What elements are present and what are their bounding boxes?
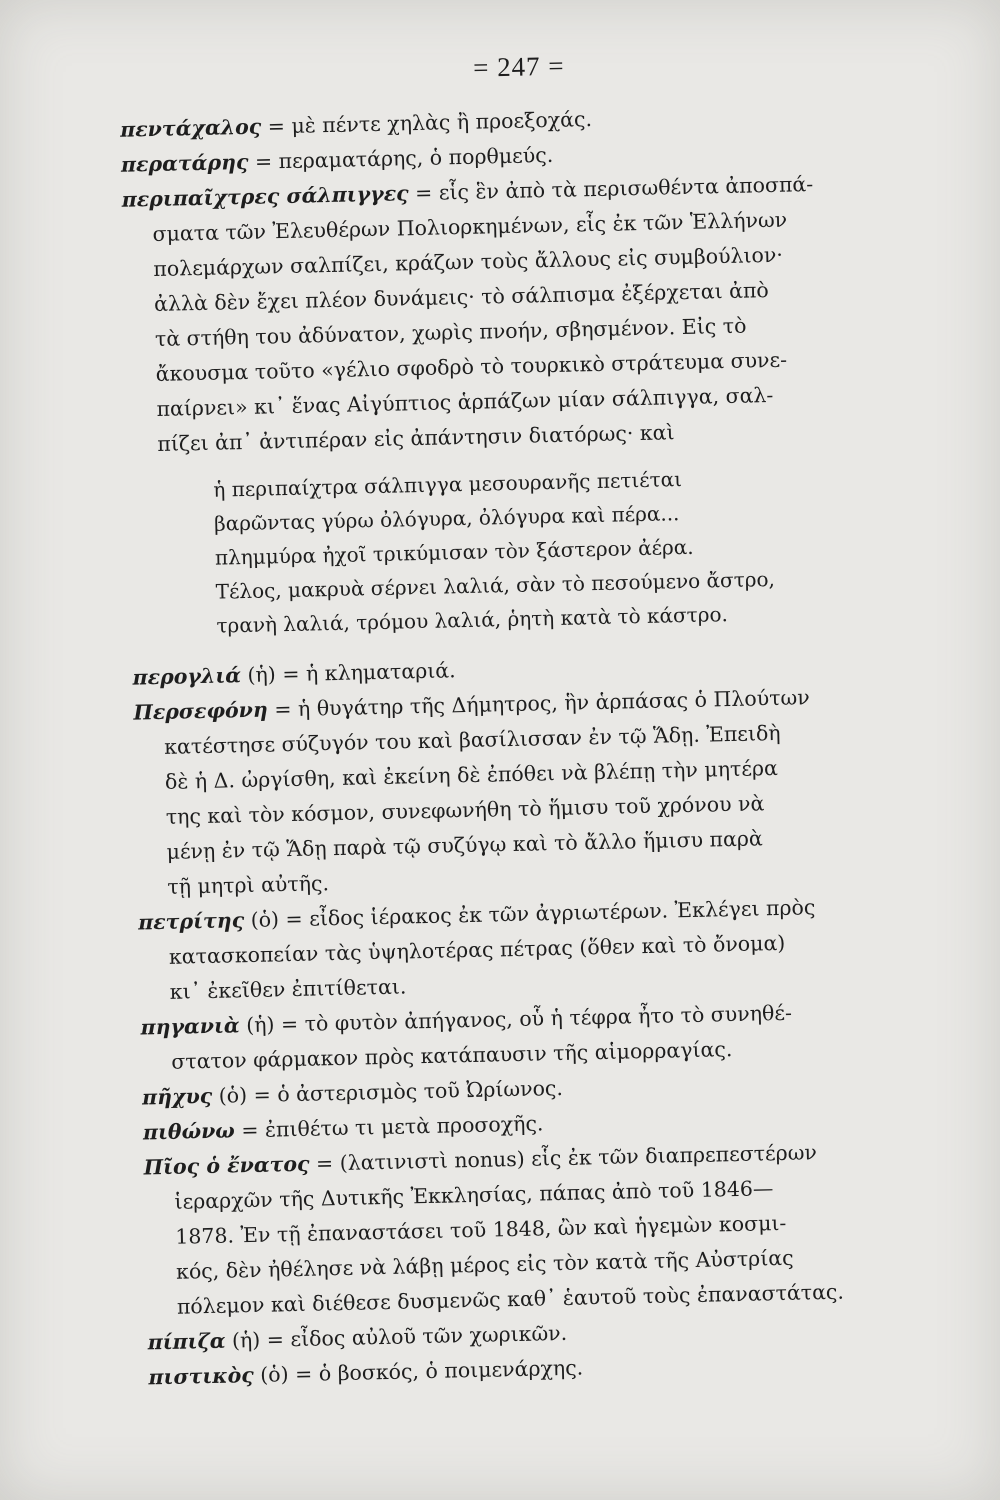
entry-line — [157, 417, 675, 459]
verse-text: πλημμύρα ἠχοῖ τρικύμισαν τὸν ξάστερον ἀέρα. — [214, 534, 694, 570]
definition-text: τὰ στήθη του ἀδύνατον, χωρὶς πνοήν, σβησμένον. Εἰς τὸ — [154, 313, 747, 351]
definition-text: (ἡ) = τὸ φυτὸν ἀπήγανος, οὗ ἡ τέφρα ἦτο τὸ συνηθέ- — [239, 1000, 793, 1038]
headword: περατάρης — [120, 149, 249, 177]
headword: πιστικὸς — [148, 1363, 255, 1390]
entry-line — [171, 1034, 733, 1077]
verse-line — [213, 464, 682, 505]
definition-text: παίρνει» κι᾽ ἕνας Αἰγύπτιος ἁρπάζων μίαν σάλπιγγα, σαλ- — [156, 382, 774, 421]
verse-line — [214, 498, 680, 539]
entry-line — [143, 1108, 544, 1147]
headword: πιθώνω — [142, 1118, 236, 1145]
definition-text: ἱεραρχῶν τῆς Δυτικῆς Ἐκκλησίας, πάπας ἀπὸ τοῦ 1846— — [174, 1176, 774, 1214]
definition-text: (ἡ) = ἡ κληματαριά. — [240, 658, 456, 688]
headword: πετρίτης — [137, 908, 245, 935]
entry-line — [132, 655, 456, 692]
definition-text: = ἐπιθέτω τι μετὰ προσοχῆς. — [234, 1111, 544, 1143]
verse-line — [216, 599, 728, 641]
headword: περιπαῖχτρες σάλπιγγες — [121, 181, 409, 212]
entry-line — [120, 104, 592, 145]
definition-text: κι᾽ ἐκεῖθεν ἐπιτίθεται. — [169, 974, 407, 1004]
definition-text: (ὁ) = ὁ βοσκός, ὁ ποιμενάρχης. — [253, 1355, 584, 1388]
definition-text: της καὶ τὸν κόσμον, συνεφωνήθη τὸ ἥμισυ τοῦ χρόνου νὰ — [165, 791, 765, 829]
definition-text: πολεμάρχων σαλπίζει, κράζων τοὺς ἄλλους εἰς συμβούλιον· — [153, 242, 784, 282]
entry-line — [148, 1353, 583, 1393]
headword: Περσεφόνη — [133, 697, 269, 725]
entry-line — [147, 1318, 567, 1358]
verse-text: ἡ περιπαίχτρα σάλπιγγα μεσουρανῆς πετιέται — [213, 467, 683, 502]
definition-text: 1878. Ἐν τῇ ἐπαναστάσει τοῦ 1848, ὢν καὶ ἡγεμὼν κοσμι- — [175, 1210, 787, 1249]
headword: πεντάχαλος — [119, 114, 262, 142]
verse-text: βαρῶντας γύρω ὀλόγυρα, ὀλόγυρα καὶ πέρα... — [213, 501, 680, 536]
definition-text: (ὁ) = εἶδος ἱέρακος ἐκ τῶν ἀγριωτέρων. Ἐκλέγει πρὸς — [243, 895, 816, 933]
definition-text: κατέστησε σύζυγόν του καὶ βασίλισσαν ἐν τῷ Ἅδῃ. Ἐπειδὴ — [163, 720, 781, 759]
headword: πίπιζα — [147, 1328, 226, 1355]
definition-text: (ὁ) = ὁ ἀστερισμὸς τοῦ Ὠρίωνος. — [211, 1075, 564, 1108]
definition-text: (ἡ) = εἶδος αὐλοῦ τῶν χωρικῶν. — [225, 1320, 568, 1353]
verse-text: Τέλος, μακρυὰ σέρνει λαλιά, σὰν τὸ πεσούμενο ἄστρο, — [215, 566, 776, 604]
definition-text: = μὲ πέντε χηλὰς ἢ προεξοχάς. — [260, 107, 593, 139]
headword: Πῖος ὁ ἔνατος — [143, 1151, 310, 1180]
entry-line — [169, 971, 406, 1006]
entry-line — [121, 140, 554, 180]
definition-text: ἄκουσμα τοῦτο «γέλιο σφοδρὸ τὸ τουρκικὸ στράτευμα συνε- — [155, 347, 788, 386]
page-number: = 247 = — [472, 50, 565, 83]
definition-text: δὲ ἡ Δ. ὠργίσθη, καὶ ἐκείνη δὲ ἐπόθει νὰ βλέπῃ τὴν μητέρα — [164, 755, 779, 794]
definition-text: πόλεμον καὶ διέθεσε δυσμενῶς καθ᾽ ἑαυτοῦ τοὺς ἐπαναστάτας. — [176, 1279, 845, 1319]
text-block — [117, 0, 951, 1500]
definition-text: = ἡ θυγάτηρ τῆς Δήμητρος, ἣν ἁρπάσας ὁ Πλούτων — [267, 685, 810, 722]
headword: πῆχυς — [141, 1083, 213, 1110]
definition-text: = περαματάρης, ὁ πορθμεύς. — [248, 142, 554, 174]
definition-text: κατασκοπείαν τὰς ὑψηλοτέρας πέτρας (ὅθεν καὶ τὸ ὄνομα) — [168, 930, 786, 969]
definition-text: σματα τῶν Ἐλευθέρων Πολιορκημένων, εἷς ἐκ τῶν Ἑλλήνων — [152, 207, 788, 247]
definition-text: πίζει ἀπ᾽ ἀντιπέραν εἰς ἀπάντησιν διατόρως· καὶ — [157, 420, 675, 456]
definition-text: = (λατινιστὶ nonus) εἷς ἐκ τῶν διαπρεπεστέρων — [309, 1140, 818, 1176]
entry-line — [142, 1073, 563, 1113]
headword: πηγανιὰ — [140, 1013, 240, 1040]
definition-text: ἀλλὰ δὲν ἔχει πλέον δυνάμεις· τὸ σάλπισμα ἐξέρχεται ἀπὸ — [153, 278, 770, 316]
definition-text: στατον φάρμακον πρὸς κατάπαυσιν τῆς αἱμορραγίας. — [171, 1037, 733, 1074]
entry-line — [167, 868, 329, 902]
headword: περογλιά — [132, 663, 242, 690]
verse-text: τρανὴ λαλιά, τρόμου λαλιά, ῥητὴ κατὰ τὸ κάστρο. — [216, 602, 729, 638]
entry-line — [166, 823, 763, 867]
definition-text: μένῃ ἐν τῷ Ἅδῃ παρὰ τῷ συζύγῳ καὶ τὸ ἄλλο ἥμισυ παρὰ — [166, 826, 764, 864]
definition-text: = εἷς ἓν ἀπὸ τὰ περισωθέντα ἀποσπά- — [408, 172, 814, 206]
definition-text: κός, δὲν ἠθέλησε νὰ λάβῃ μέρος εἰς τὸν κατὰ τῆς Αὐστρίας — [175, 1245, 794, 1284]
definition-text: τῇ μητρὶ αὐτῆς. — [167, 871, 330, 899]
